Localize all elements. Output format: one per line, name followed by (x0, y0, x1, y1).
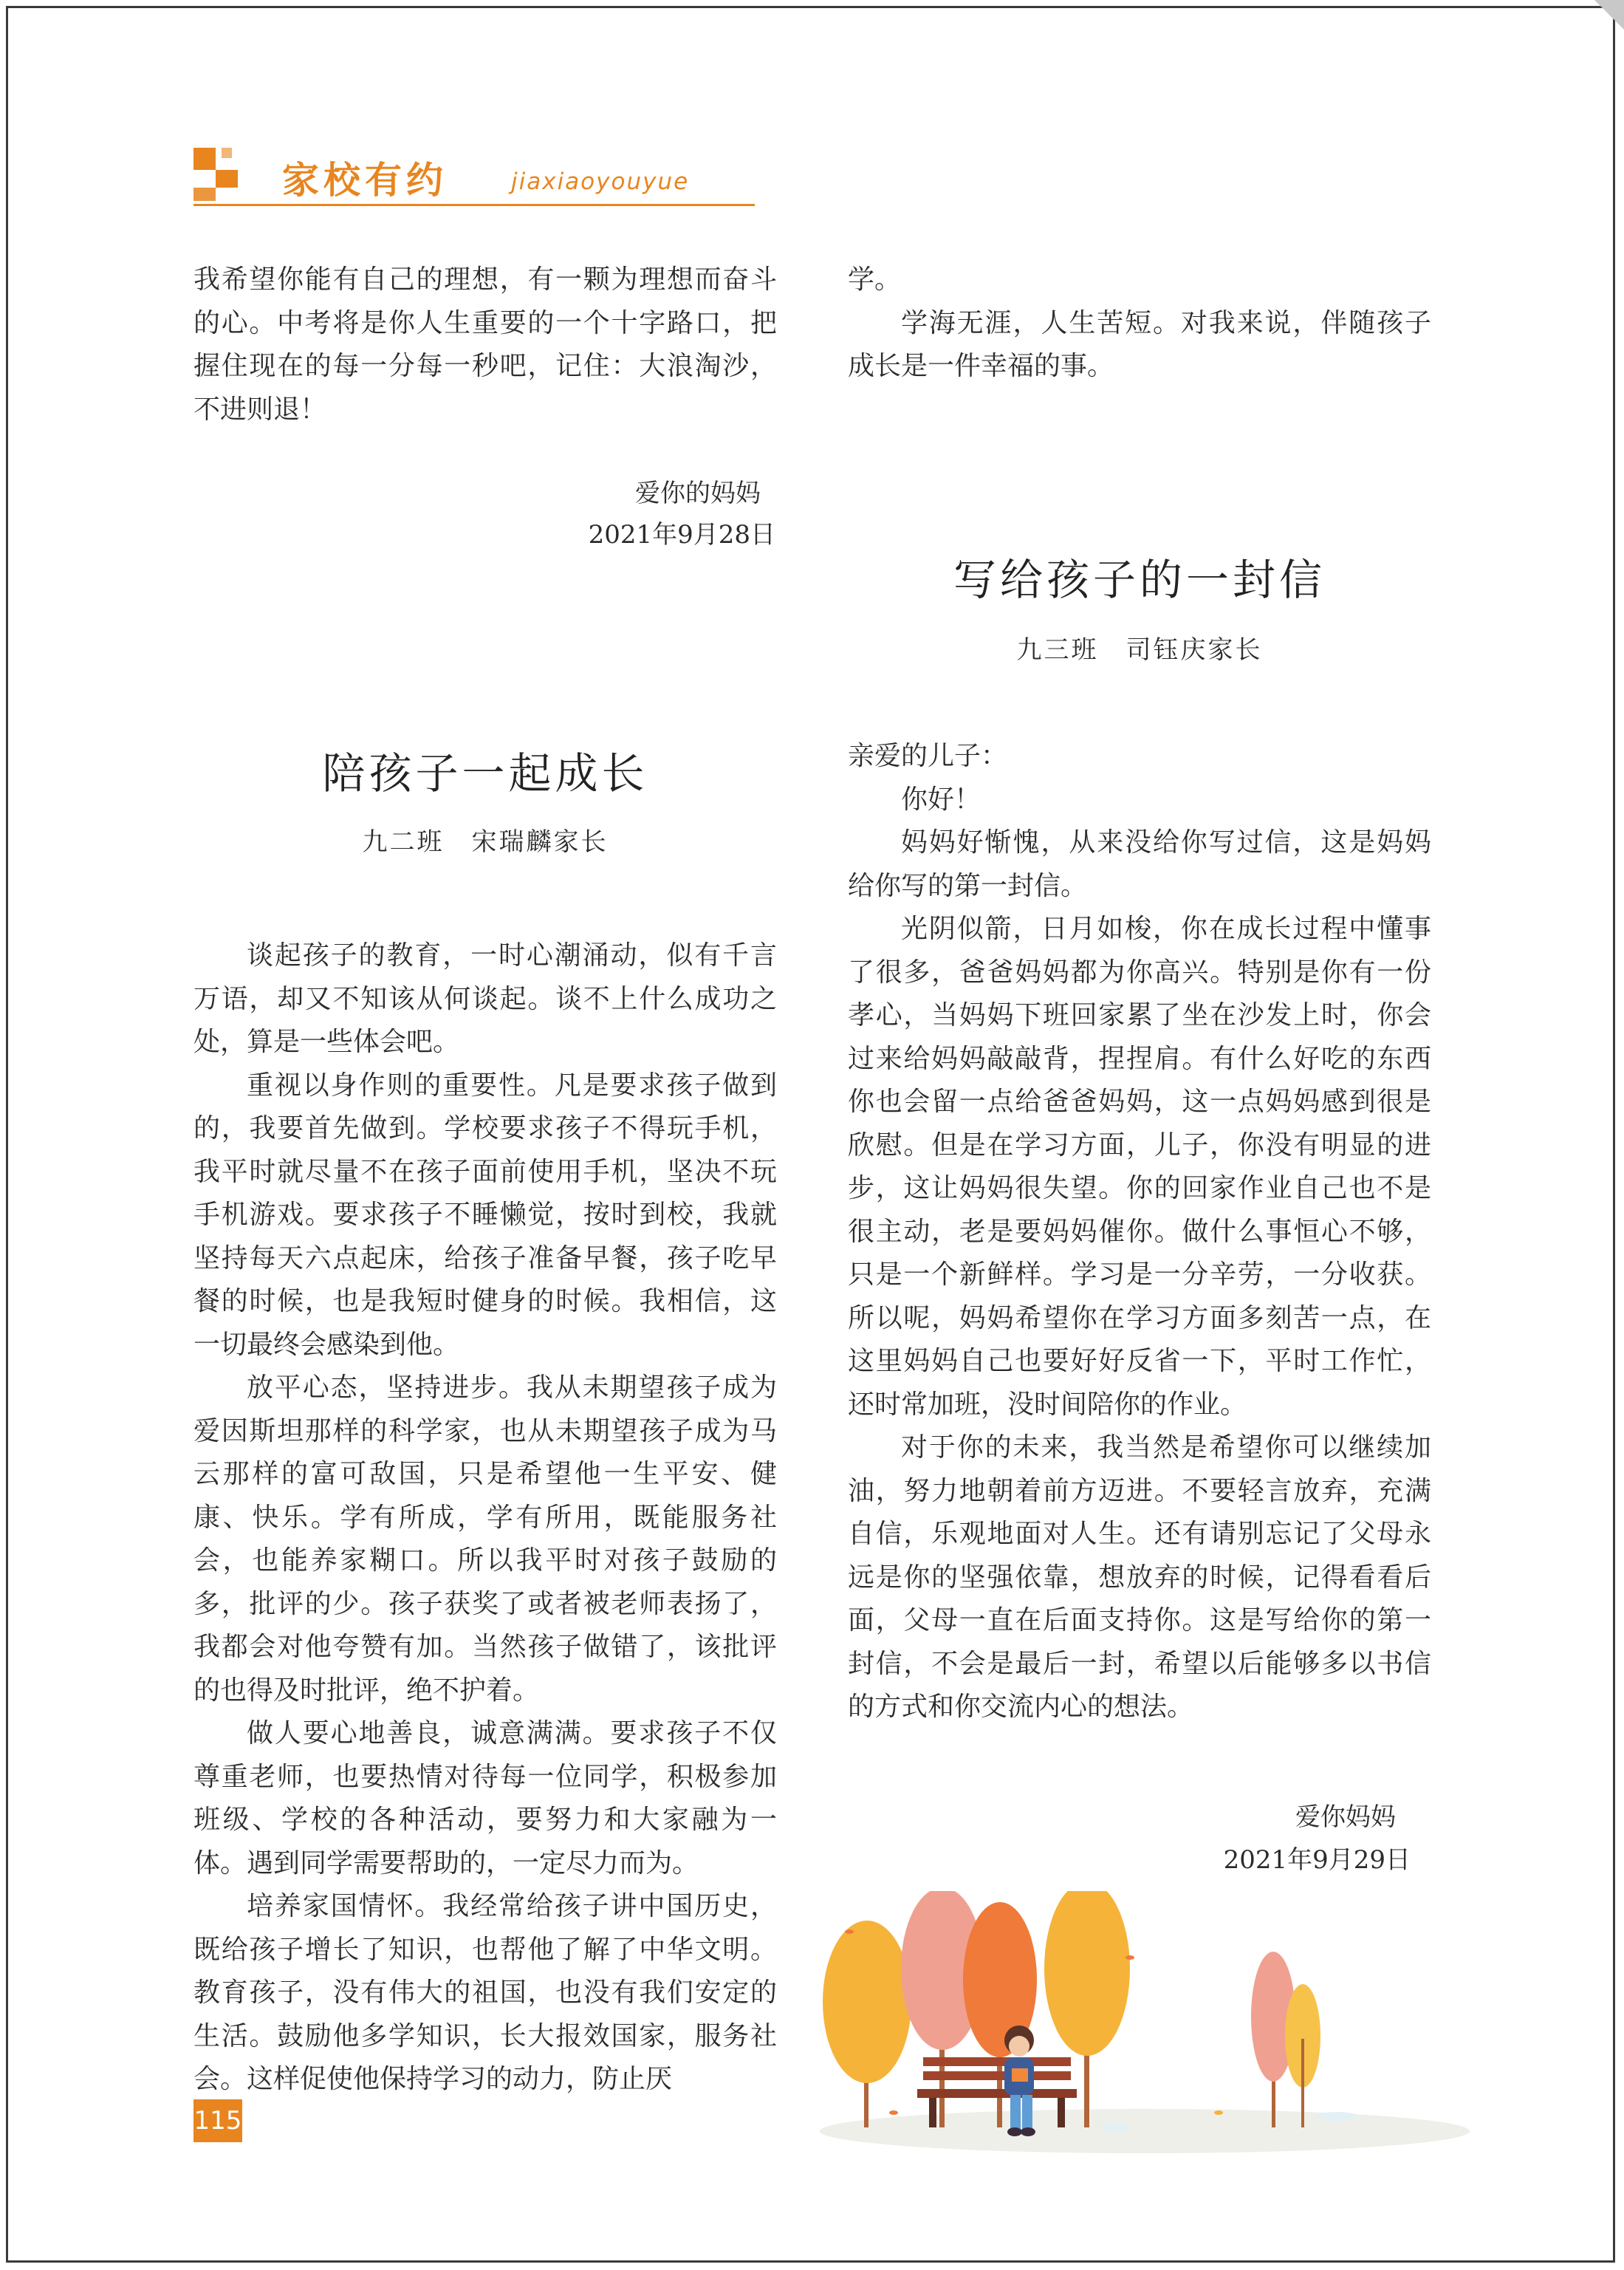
paragraph: 对于你的未来，我当然是希望你可以继续加油，努力地朝着前方迈进。不要轻言放弃，充满自信，乐观地面对人生。还有请别忘记了父母永远是你的坚强依靠，想放弃的时候，记得看看后面，父母一直在后面支持你。这是写给你的第一封信，不会是最后一封，希望以后能够多以书信的方式和你交流内心的想法。 (848, 1432, 1431, 1722)
park-bench-illustration (805, 1891, 1484, 2172)
article1-title: 陪孩子一起成长 (322, 748, 648, 799)
paragraph: 妈妈好惭愧，从来没给你写过信，这是妈妈给你写的第一封信。 (848, 827, 1431, 901)
paragraph: 做人要心地善良，诚意满满。要求孩子不仅尊重老师，也要热情对待每一位同学，积极参加班级、学校的各种活动，要努力和大家融为一体。遇到同学需要帮助的，一定尽力而为。 (193, 1718, 777, 1878)
previous-letter-tail (193, 259, 777, 431)
previous-letter-signature: 爱你的妈妈 (635, 479, 761, 508)
article2-signature: 爱你妈妈 (1295, 1802, 1396, 1832)
paragraph: 学海无涯，人生苦短。对我来说，伴随孩子成长是一件幸福的事。 (848, 307, 1431, 381)
corner-mark (1594, 0, 1624, 30)
greeting: 你好！ (901, 784, 981, 815)
section-pinyin: jiaxiaoyouyue (511, 168, 690, 195)
article1-body (193, 934, 777, 2102)
paragraph: 培养家国情怀。我经常给孩子讲中国历史，既给孩子增长了知识，也帮他了解了中华文明。教育孩子，没有伟大的祖国，也没有我们安定的生活。鼓励他多学知识，长大报效国家，服务社会。这样促使他保持学习的动力，防止厌 (193, 1891, 777, 2094)
previous-letter-date: 2021年9月28日 (588, 520, 775, 550)
article2-byline: 九三班 司钰庆家长 (1016, 635, 1263, 665)
page-number: 115 (193, 2099, 242, 2142)
section-title: 家校有约 (282, 159, 448, 202)
article1-continued (848, 259, 1431, 389)
article1-byline: 九二班 宋瑞麟家长 (362, 827, 609, 857)
paragraph: 我希望你能有自己的理想，有一颗为理想而奋斗的心。中考将是你人生重要的一个十字路口，把握住现在的每一分每一秒吧，记住：大浪淘沙，不进则退！ (193, 264, 777, 425)
article2-body (848, 735, 1431, 1729)
paragraph: 放平心态，坚持进步。我从未期望孩子成为爱因斯坦那样的科学家，也从未期望孩子成为马云那样的富可敌国，只是希望他一生平安、健康、快乐。学有所成，学有所用，既能服务社会，也能养家糊口。所以我平时对孩子鼓励的多，批评的少。孩子获奖了或者被老师表扬了，我都会对他夸赞有加。当然孩子做错了，该批评的也得及时批评，绝不护着。 (193, 1372, 777, 1706)
article2-title: 写给孩子的一封信 (953, 555, 1326, 605)
section-header (193, 148, 755, 207)
paragraph: 谈起孩子的教育，一时心潮涌动，似有千言万语，却又不知该从何谈起。谈不上什么成功之处，算是一些体会吧。 (193, 940, 777, 1057)
paragraph: 光阴似箭，日月如梭，你在成长过程中懂事了很多，爸爸妈妈都为你高兴。特别是你有一份孝心，当妈妈下班回家累了坐在沙发上时，你会过来给妈妈敲敲背，捏捏肩。有什么好吃的东西你也会留一点给爸爸妈妈，这一点妈妈感到很是欣慰。但是在学习方面，儿子，你没有明显的进步，这让妈妈很失望。你的回家作业自己也不是很主动，老是要妈妈催你。做什么事恒心不够，只是一个新鲜样。学习是一分辛劳，一分收获。所以呢，妈妈希望你在学习方面多刻苦一点，在这里妈妈自己也要好好反省一下，平时工作忙，还时常加班，没时间陪你的作业。 (848, 914, 1431, 1420)
salutation: 亲爱的儿子： (848, 741, 1008, 771)
header-rule (193, 204, 755, 206)
paragraph: 重视以身作则的重要性。凡是要求孩子做到的，我要首先做到。学校要求孩子不得玩手机，我平时就尽量不在孩子面前使用手机，坚决不玩手机游戏。要求孩子不睡懒觉，按时到校，我就坚持每天六点起床，给孩子准备早餐，孩子吃早餐的时候，也是我短时健身的时候。我相信，这一切最终会感染到他。 (193, 1070, 777, 1360)
article2-date: 2021年9月29日 (1223, 1845, 1411, 1875)
paragraph: 学。 (848, 264, 902, 295)
logo-icon (193, 148, 238, 201)
